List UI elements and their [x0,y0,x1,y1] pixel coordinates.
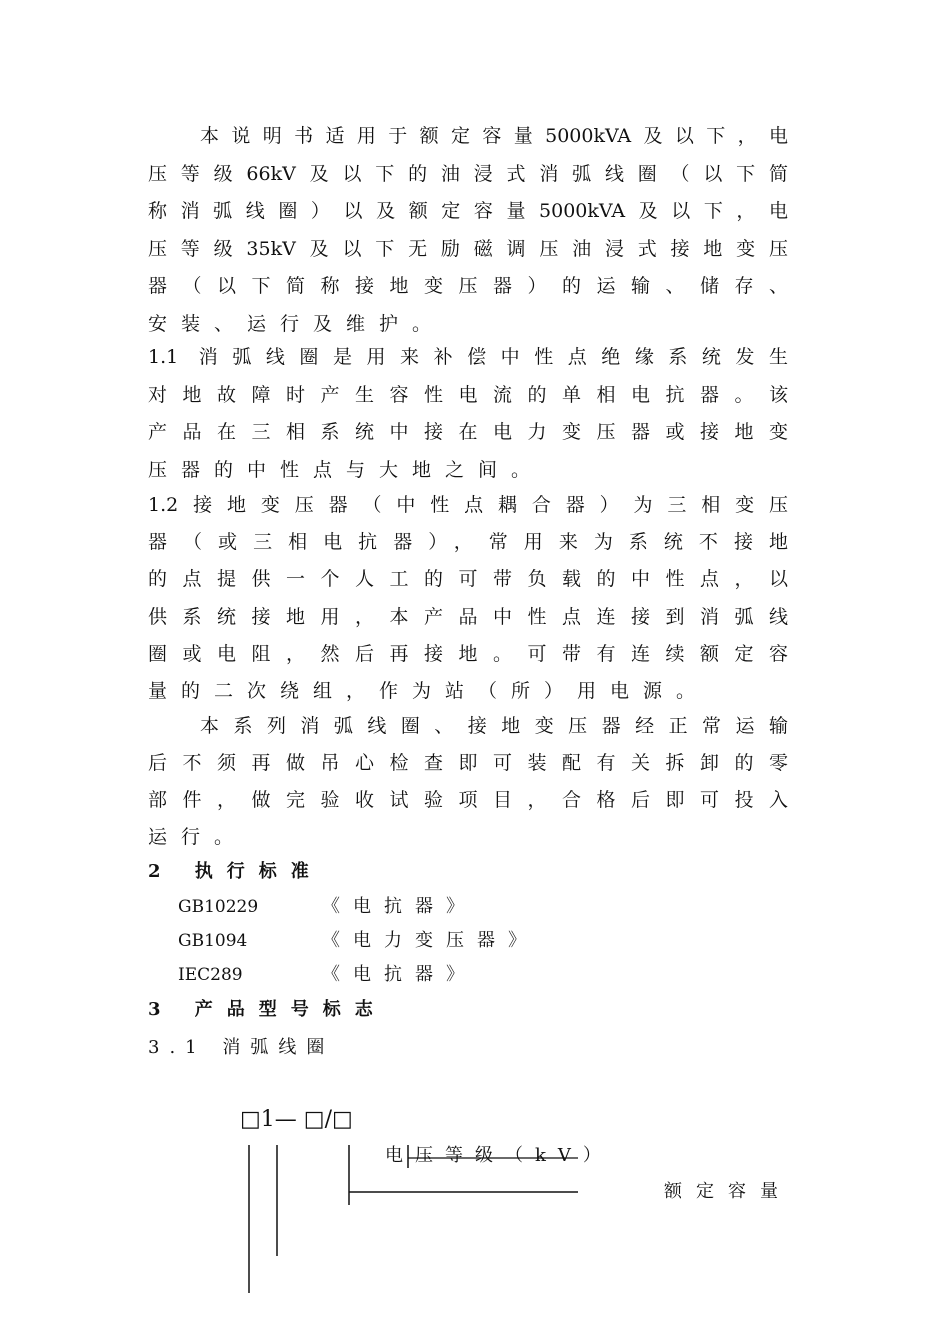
transport-note-line: 后不须再做吊心检查即可装配有关拆卸的零 [148,752,788,774]
model-formula: □1— □/□ [240,1107,353,1132]
transport-note-line: 部件，做完验收试验项目，合格后即可投入 [148,789,788,811]
standard-name: 《电抗器》 [322,964,477,985]
section-2-heading: 2 执行标准 [148,861,323,882]
section-1-1-line: 压器的中性点与大地之间。 [148,459,545,481]
standard-code: GB1094 [178,931,248,951]
section-1-2-line: 器（或三相电抗器），常用来为系统不接地 [148,531,788,553]
section-1-2-line: 1.2接地变压器（中性点耦合器）为三相变压 [148,494,788,516]
intro-line: 安装、运行及维护。 [148,313,446,335]
section-1-1-line: 对地故障时产生容性电流的单相电抗器。该 [148,384,788,406]
transport-note-line: 本系列消弧线圈、接地变压器经正常运输 [200,715,788,737]
section-1-2-line: 的点提供一个人工的可带负载的中性点，以 [148,568,788,590]
voltage-class-label: 电压等级（kV） [385,1145,613,1166]
section-1-2-line: 量的二次绕组，作为站（所）用电源。 [148,680,710,702]
section-1-1-line: 1.1 消弧线圈是用来补偿中性点绝缘系统发生 [148,346,788,368]
standard-name: 《电抗器》 [322,896,477,917]
rated-capacity-label: 额定容量 [664,1181,792,1202]
intro-line: 器（以下简称接地变压器）的运输、储存、 [148,275,788,297]
section-1-2-line: 圈或电阻，然后再接地。可带有连续额定容 [148,643,788,665]
transport-note-line: 运行。 [148,826,248,848]
standard-code: GB10229 [178,897,259,917]
section-1-2-line: 供系统接地用，本产品中性点连接到消弧线 [148,606,788,628]
section-3-1-heading: 3.1 消弧线圈 [148,1037,335,1058]
section-1-1-line: 产品在三相系统中接在电力变压器或接地变 [148,421,788,443]
intro-line: 压等级66kV及以下的油浸式消弧线圈（以下简 [148,163,788,185]
intro-line: 压等级35kV及以下无励磁调压油浸式接地变压 [148,238,788,260]
intro-line: 称消弧线圈）以及额定容量5000kVA及以下，电 [148,200,788,222]
intro-line: 本说明书适用于额定容量5000kVA及以下，电 [200,125,788,147]
standard-name: 《电力变压器》 [322,930,539,951]
standard-code: IEC289 [178,965,243,985]
section-3-heading: 3 产品型号标志 [148,999,387,1020]
